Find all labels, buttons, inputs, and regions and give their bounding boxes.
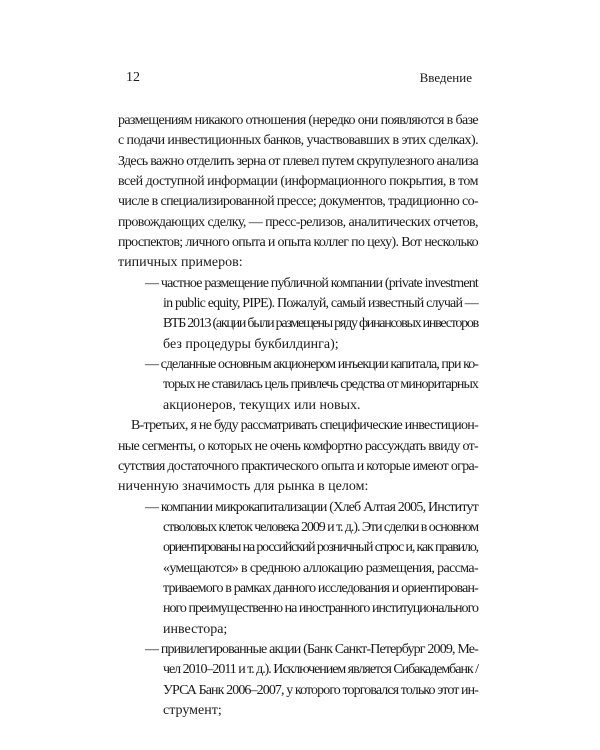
list-item-line: акционеров, текущих или новых. bbox=[163, 397, 361, 413]
list-item-line: — частное размещение публичной компании (private investment bbox=[145, 275, 478, 291]
text-line: провождающих сделку, — пресс-релизов, аналитических отчетов, bbox=[118, 214, 478, 230]
page-number: 12 bbox=[126, 70, 140, 85]
list-item-line: in public equity, PIPE). Пожалуй, самый известный случай — bbox=[163, 296, 478, 312]
list-item-line: триваемого в рамках данного исследования и ориентирован- bbox=[163, 580, 478, 596]
running-title: Введение bbox=[419, 70, 472, 85]
list-item-line: ВТБ 2013 (акции были размещены ряду финансовых инвесторов bbox=[163, 316, 478, 332]
text-line: числе в специализированной прессе; документов, традиционно со- bbox=[118, 194, 478, 210]
text-line: проспектов; личного опыта и опыта коллег по цеху). Вот несколько bbox=[118, 235, 478, 251]
list-item-line: — сделанные основным акционером инъекции капитала, при ко- bbox=[145, 357, 478, 373]
list-item-line: «умещаются» в среднюю аллокацию размещения, рассма- bbox=[163, 560, 478, 576]
text-line: Здесь важно отделить зерна от плевел путем скрупулезного анализа bbox=[118, 153, 478, 169]
list-item-line: без процедуры букбилдинга); bbox=[163, 336, 339, 352]
list-item-line: чел 2010–2011 и т. д.). Исключением является Сибакадембанк / bbox=[163, 662, 478, 678]
list-item-line: ного преимущественно на иностранного институционального bbox=[163, 601, 478, 617]
list-item-line: ориентированы на российский розничный спрос и, как правило, bbox=[163, 540, 478, 556]
text-line: ниченную значимость для рынка в целом: bbox=[118, 479, 369, 495]
list-item-line: УРСА Банк 2006–2007, у которого торговался только этот ин- bbox=[163, 682, 478, 698]
list-item-line: стволовых клеток человека 2009 и т. д.). Эти сделки в основном bbox=[163, 519, 478, 535]
text-line: ные сегменты, о которых не очень комфортно рассуждать ввиду от- bbox=[118, 438, 478, 454]
text-line: с подачи инвестиционных банков, участвовавших в этих сделках). bbox=[118, 133, 478, 149]
list-item-line: торых не ставилась цель привлечь средства от миноритарных bbox=[163, 377, 479, 393]
text-line: размещениям никакого отношения (нередко они появляются в базе bbox=[118, 113, 478, 128]
list-item-line: — привилегированные акции (Банк Санкт-Петербург 2009, Ме- bbox=[145, 641, 478, 657]
text-line: В-третьих, я не буду рассматривать специфические инвестицион- bbox=[131, 418, 478, 434]
text-line: всей доступной информации (информационного покрытия, в том bbox=[118, 174, 478, 190]
list-item-line: — компании микрокапитализации (Хлеб Алтая 2005, Институт bbox=[145, 499, 478, 515]
list-item-line: струмент; bbox=[163, 702, 222, 718]
text-line: типичных примеров: bbox=[118, 255, 243, 271]
body-text bbox=[118, 111, 478, 721]
list-item-line: инвестора; bbox=[163, 621, 228, 637]
page-header bbox=[126, 70, 472, 88]
text-line: сутствия достаточного практического опыта и которые имеют огра- bbox=[118, 458, 478, 474]
